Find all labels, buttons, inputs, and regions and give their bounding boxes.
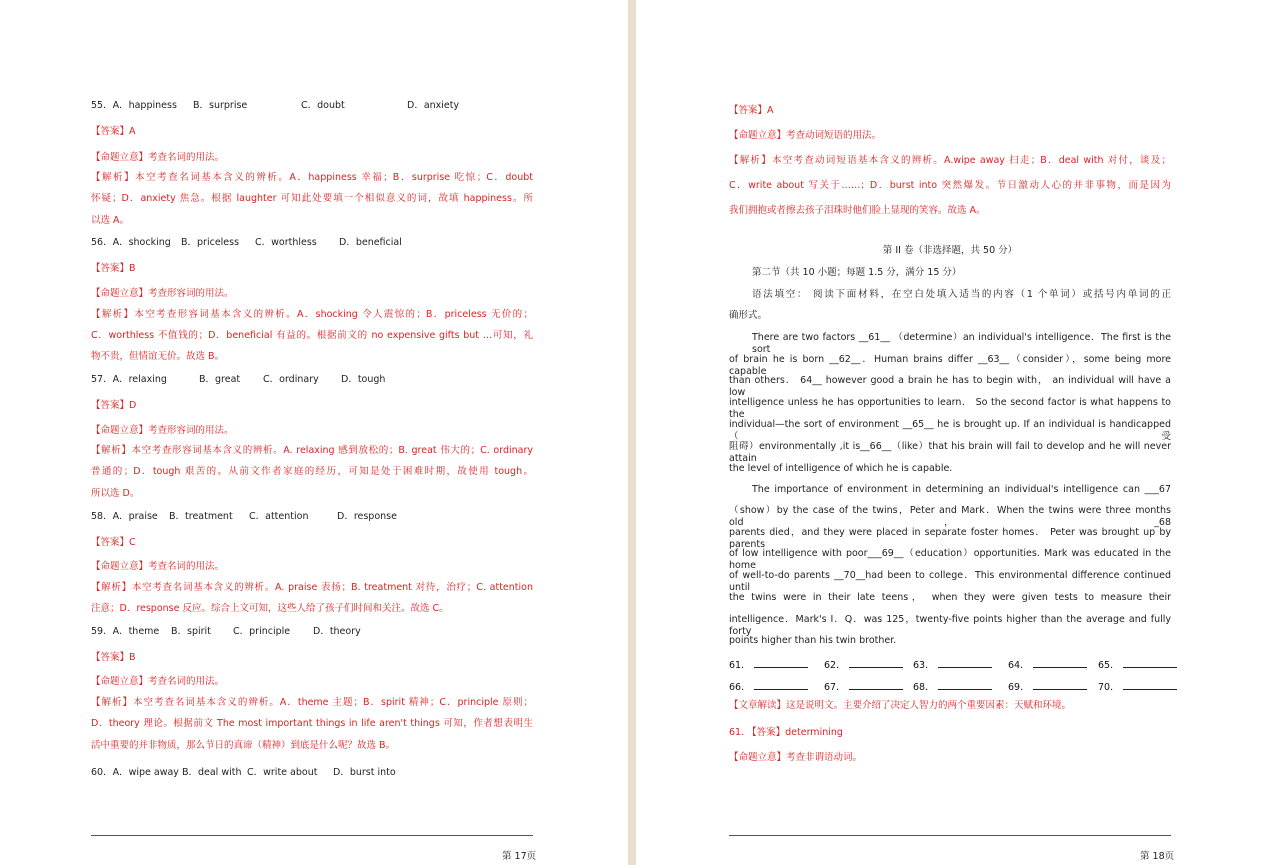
passage-line: （show）by the case of the twins，Peter and Mark．When the twins were three months old，_68 <box>729 505 1171 528</box>
answer-blank-64[interactable]: 64． <box>1008 657 1087 671</box>
option-d: D．tough <box>341 374 386 385</box>
answer-60: 【答案】A <box>729 105 774 116</box>
question-59 <box>91 626 361 638</box>
passage-line: intelligence．Mark's I．Q．was 125，twenty-five points higher than the average and fully forty <box>729 614 1171 637</box>
intent-56: 【命题立意】考查形容词的用法。 <box>91 288 234 299</box>
answer-blank-65[interactable]: 65． <box>1098 657 1177 671</box>
passage-line: There are two factors __61__ （determine）an individual's intelligence．The first is the sort <box>752 332 1171 355</box>
analysis-60-l1: 【解析】本空考查动词短语基本含义的辨析。A.wipe away 扫走；B．deal with 对付，谈及； <box>729 155 1171 166</box>
intent-61: 【命题立意】考查非谓语动词。 <box>729 752 863 763</box>
page-number: 第 17页 <box>502 851 537 862</box>
page-number: 第 18页 <box>1140 851 1175 862</box>
passage-line: individual—the sort of environment __65__ he is brought up. If an individual is handicapped（受 <box>729 419 1171 442</box>
option-c: C．principle <box>233 626 291 637</box>
footer-rule <box>91 835 533 836</box>
analysis-55-l2: 怀疑；D．anxiety 焦急。根据 laughter 可知此处要填一个相似意义的词，故填 happiness。所 <box>91 193 533 204</box>
page-17 <box>0 0 628 865</box>
intent-58: 【命题立意】考查名词的用法。 <box>91 561 225 572</box>
instructions-l2: 确形式。 <box>729 310 768 321</box>
intent-55: 【命题立意】考查名词的用法。 <box>91 152 225 163</box>
page-18 <box>636 0 1261 865</box>
analysis-59-l3: 活中重要的并非物质，那么节日的真谛（精神）到底是什么呢？故选 B。 <box>91 740 396 751</box>
instructions-l1: 语法填空： 阅读下面材料，在空白处填入适当的内容（1 个单词）或括号内单词的正 <box>752 289 1171 300</box>
analysis-57-l3: 所以选 D。 <box>91 488 140 499</box>
option-c: C．attention <box>249 511 309 522</box>
section-subtitle: 第二节（共 10 小题；每题 1.5 分，满分 15 分） <box>752 267 962 278</box>
answer-61: 61. 【答案】determining <box>729 727 843 738</box>
passage-line: of low intelligence with poor___69__（education）opportunities. Mark was educated in the home <box>729 548 1171 571</box>
analysis-55-l1: 【解析】本空考查名词基本含义的辨析。A．happiness 幸福；B．surprise 吃惊；C．doubt <box>91 172 533 183</box>
answer-blank-61[interactable]: 61． <box>729 657 808 671</box>
question-60 <box>91 767 396 779</box>
answer-55: 【答案】A <box>91 126 136 137</box>
passage-line: of brain he is born __62__．Human brains differ __63__（consider），some being more capable <box>729 354 1171 377</box>
option-a: 59．A．theme <box>91 626 160 637</box>
analysis-56-l1: 【解析】本空考查形容词基本含义的辨析。A．shocking 令人震惊的；B．priceless 无价的； <box>91 309 533 320</box>
answer-blank-67[interactable]: 67． <box>824 679 903 693</box>
passage-line: points higher than his twin brother. <box>729 635 897 646</box>
intent-57: 【命题立意】考查形容词的用法。 <box>91 425 234 436</box>
answer-56: 【答案】B <box>91 263 136 274</box>
section-title: 第 II 卷（非选择题，共 50 分） <box>882 245 1018 256</box>
answer-blank-66[interactable]: 66． <box>729 679 808 693</box>
footer-rule <box>729 835 1171 836</box>
analysis-58-l2: 注意；D．response 反应。综合上文可知，这些人给了孩子们时间和关注。故选 C。 <box>91 603 449 614</box>
analysis-60-l3: 我们拥抱或者擦去孩子泪珠时他们脸上显现的笑容。故选 A。 <box>729 205 986 216</box>
passage-line: than others． 64__ however good a brain he has to begin with， an individual will have a low <box>729 375 1171 398</box>
answer-blank-63[interactable]: 63． <box>913 657 992 671</box>
passage-line: the level of intelligence of which he is capable. <box>729 463 953 474</box>
option-c: C．worthless <box>255 237 317 248</box>
answer-59: 【答案】B <box>91 652 136 663</box>
analysis-57-l1: 【解析】本空考查形容词基本含义的辨析。A. relaxing 感到放松的；B. great 伟大的；C. ordinary <box>91 445 533 456</box>
option-a-b: 60．A．wipe away B．deal with <box>91 767 242 778</box>
analysis-57-l2: 普通的；D．tough 艰苦的。从前文作者家庭的经历，可知是处于困难时期，故使用 tough。 <box>91 466 533 477</box>
option-d: D．theory <box>313 626 361 637</box>
option-d: D．burst into <box>333 767 396 778</box>
answer-blank-62[interactable]: 62． <box>824 657 903 671</box>
answer-blank-69[interactable]: 69． <box>1008 679 1087 693</box>
answer-blank-70[interactable]: 70． <box>1098 679 1177 693</box>
analysis-59-l2: D．theory 理论。根据前文 The most important things in life aren't things 可知，作者想表明生 <box>91 718 533 729</box>
option-c: C．doubt <box>301 100 345 111</box>
answer-58: 【答案】C <box>91 537 136 548</box>
intent-60: 【命题立意】考查动词短语的用法。 <box>729 130 882 141</box>
option-a: 56．A．shocking <box>91 237 171 248</box>
page-divider <box>628 0 636 865</box>
analysis-60-l2: C．write about 写关于……；D．burst into 突然爆发。节日激动人心的并非事物，而是因为 <box>729 180 1171 191</box>
passage-line: The importance of environment in determining an individual's intelligence can ___67 <box>752 484 1171 495</box>
option-c: C．ordinary <box>263 374 319 385</box>
option-d: D．beneficial <box>339 237 402 248</box>
question-57 <box>91 374 385 386</box>
option-b: B．treatment <box>169 511 233 522</box>
analysis-55-l3: 以选 A。 <box>91 215 130 226</box>
option-b: B．surprise <box>193 100 248 111</box>
answer-blank-68[interactable]: 68． <box>913 679 992 693</box>
question-58 <box>91 511 397 523</box>
analysis-58-l1: 【解析】本空考查名词基本含义的辨析。A. praise 表扬；B. treatment 对待，治疗；C. attention <box>91 582 533 593</box>
option-b: B．priceless <box>181 237 240 248</box>
article-note: 【文章解读】这是说明文。主要介绍了决定人智力的两个重要因素：天赋和环境。 <box>729 700 1072 711</box>
passage-line: 阻碍）environmentally ,it is__66__（like）that his brain will fail to develop and he will never attain <box>729 441 1171 464</box>
option-a: 55．A．happiness <box>91 100 177 111</box>
passage-line: the twins were in their late teens， when they were given tests to measure their <box>729 592 1171 603</box>
analysis-56-l3: 物不贵，但情谊无价。故选 B。 <box>91 351 225 362</box>
option-a: 57．A．relaxing <box>91 374 167 385</box>
option-b: B．spirit <box>171 626 211 637</box>
option-d: D．anxiety <box>407 100 460 111</box>
option-c: C．write about <box>247 767 318 778</box>
intent-59: 【命题立意】考查名词的用法。 <box>91 676 225 687</box>
analysis-59-l1: 【解析】本空考查名词基本含义的辨析。A．theme 主题；B．spirit 精神；C．principle 原则； <box>91 697 533 708</box>
option-d: D．response <box>337 511 397 522</box>
passage-line: of well-to-do parents __70__had been to college．This environmental difference continued until <box>729 570 1171 593</box>
option-b: B．great <box>199 374 241 385</box>
question-56 <box>91 237 402 249</box>
analysis-56-l2: C．worthless 不值钱的；D．beneficial 有益的。根据前文的 no expensive gifts but …可知，礼 <box>91 330 533 341</box>
answer-57: 【答案】D <box>91 400 137 411</box>
option-a: 58．A．praise <box>91 511 158 522</box>
question-55 <box>91 100 459 112</box>
passage-line: parents died，and they were placed in separate foster homes． Peter was brought up by parents <box>729 527 1171 550</box>
passage-line: intelligence unless he has opportunities to learn． So the second factor is what happens to the <box>729 397 1171 420</box>
